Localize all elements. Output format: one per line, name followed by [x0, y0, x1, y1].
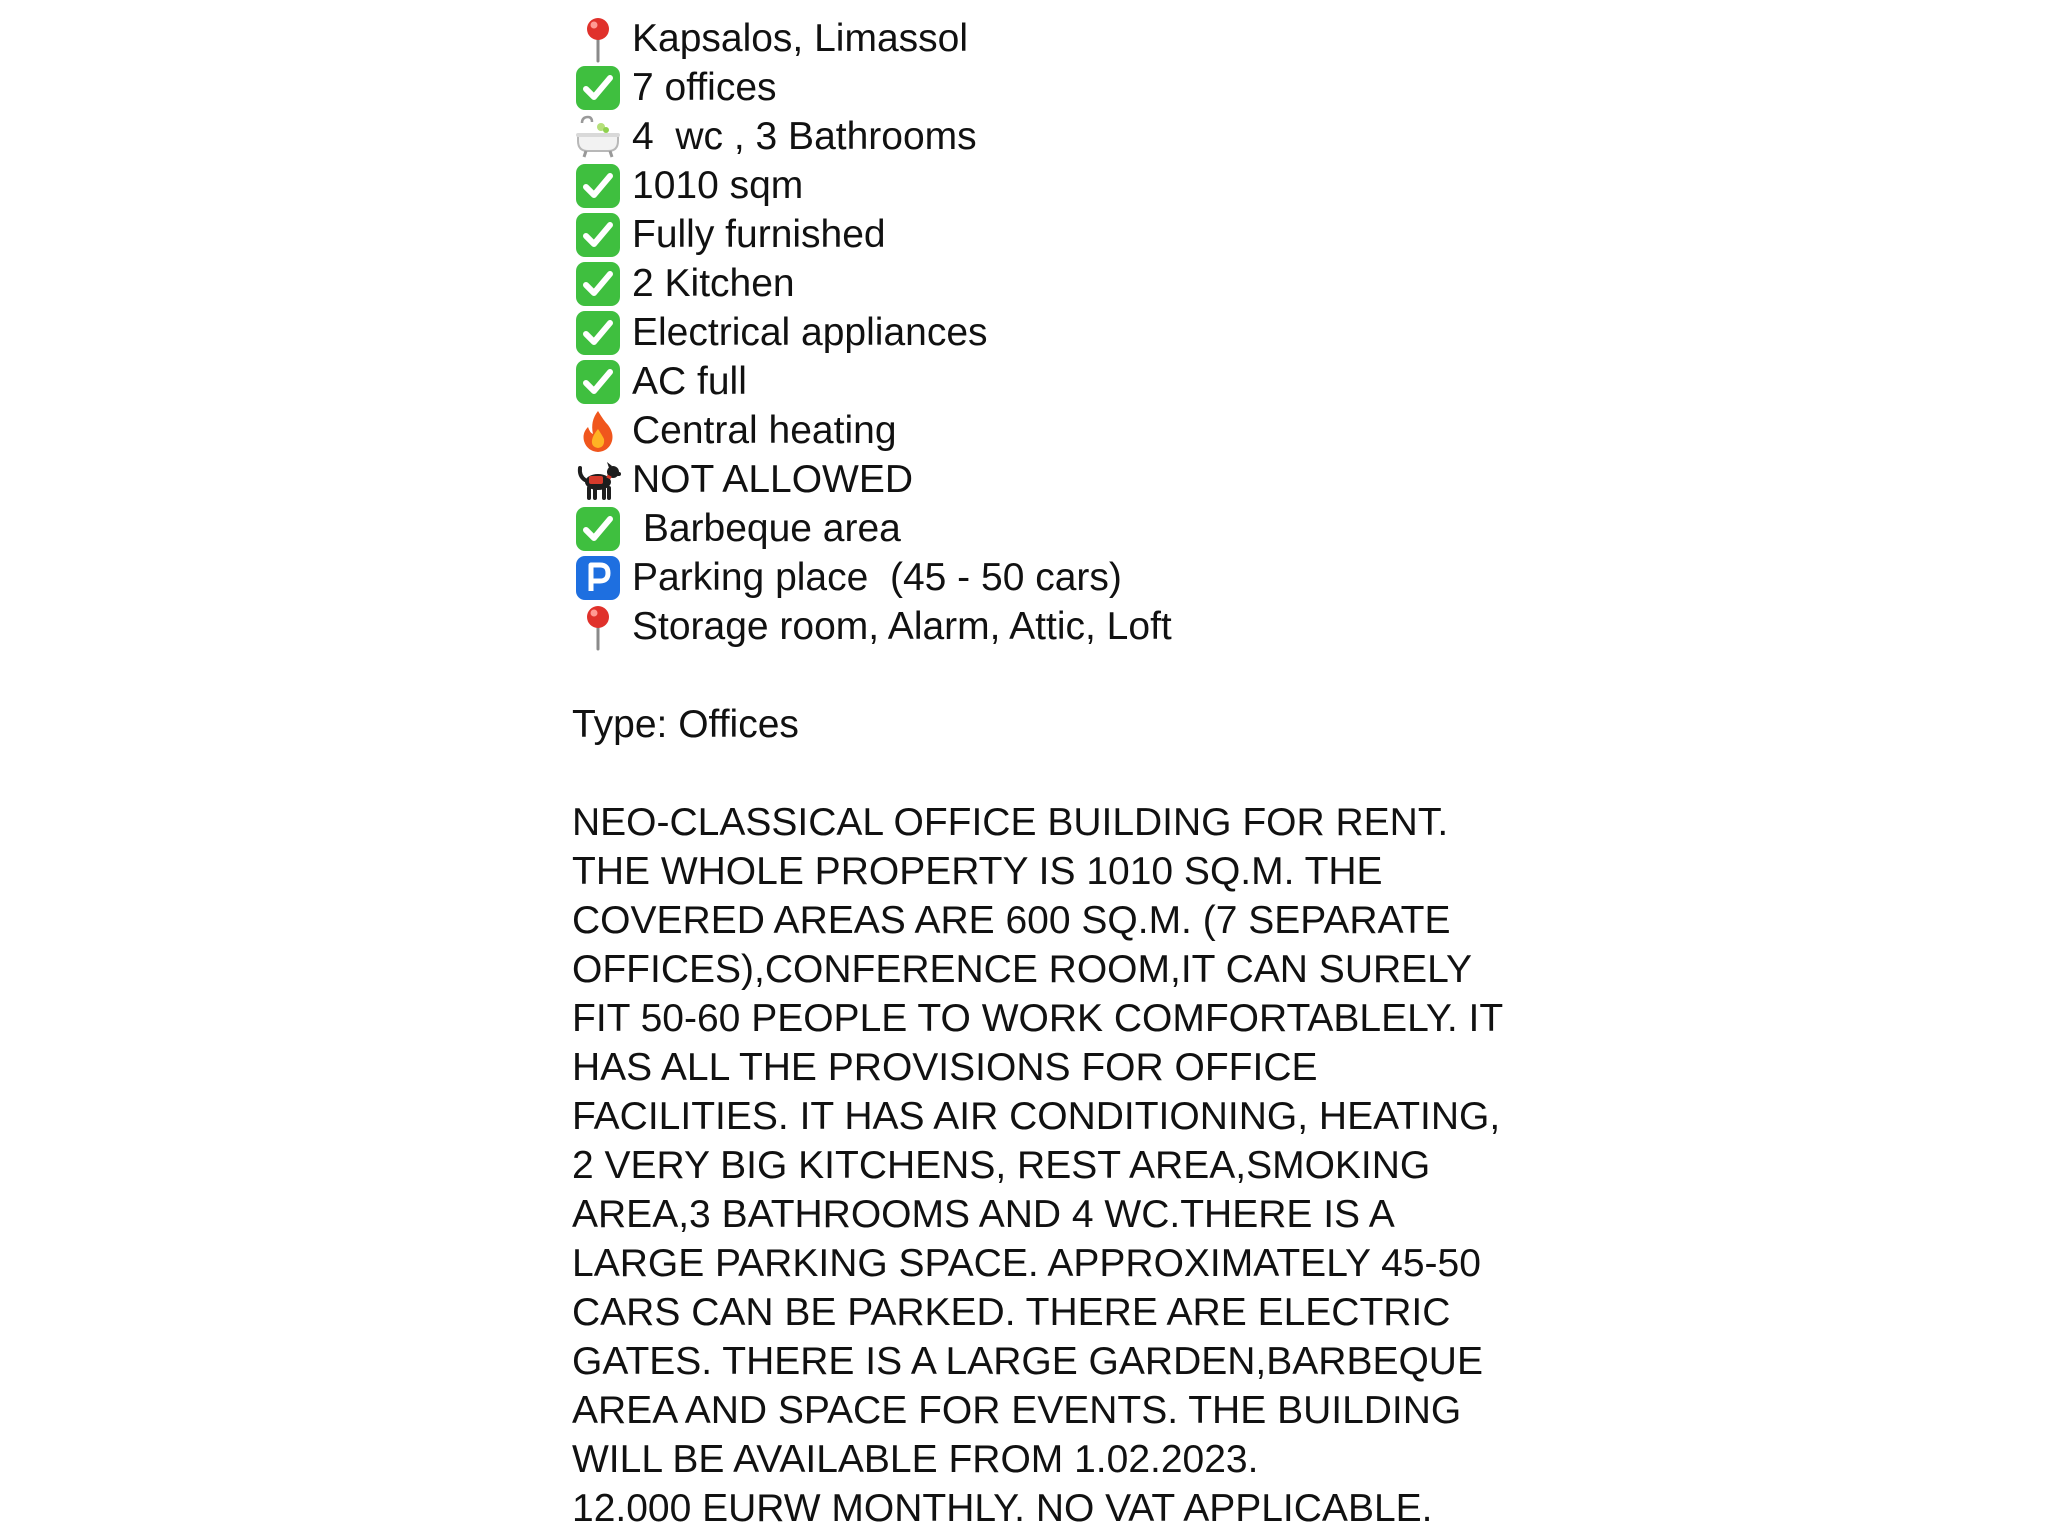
dog-icon	[572, 455, 624, 504]
check-mark-icon	[572, 161, 624, 210]
feature-item	[572, 308, 1512, 357]
round-pushpin-icon	[572, 602, 624, 651]
bathtub-icon	[572, 112, 624, 161]
feature-text: Parking place (45 - 50 cars)	[632, 556, 1122, 599]
feature-item	[572, 455, 1512, 504]
check-mark-icon	[572, 308, 624, 357]
check-mark-icon	[572, 259, 624, 308]
feature-text: NOT ALLOWED	[632, 458, 914, 501]
check-mark-icon	[572, 63, 624, 112]
feature-item	[572, 504, 1512, 553]
listing-content	[572, 14, 1512, 1533]
price-line: 12.000 EURW MONTHLY. NO VAT APPLICABLE.	[572, 1487, 1433, 1530]
feature-item	[572, 112, 1512, 161]
fire-icon	[572, 406, 624, 455]
feature-text: 7 offices	[632, 66, 777, 109]
check-mark-icon	[572, 504, 624, 553]
feature-text: Electrical appliances	[632, 311, 988, 354]
feature-item	[572, 553, 1512, 602]
check-mark-icon	[572, 357, 624, 406]
property-description: NEO-CLASSICAL OFFICE BUILDING FOR RENT. THE WHOLE PROPERTY IS 1010 SQ.M. THE COVERED AREAS ARE 600 SQ.M. (7 SEPARATE OFFICES),CONFERENCE ROOM,IT CAN SURELY FIT 50-60 PEOPLE TO WORK COMFORTABLELY. IT HAS ALL THE PROVISIONS FOR OFFICE FACILITIES. IT HAS AIR CONDITIONING, HEATING, 2 VERY BIG KITCHENS, REST AREA,SMOKING AREA,3 BATHROOMS AND 4 WC.THERE IS A LARGE PARKING SPACE. APPROXIMATELY 45-50 CARS CAN BE PARKED. THERE ARE ELECTRIC GATES. THERE IS A LARGE GARDEN,BARBEQUE AREA AND SPACE FOR EVENTS. THE BUILDING WILL BE AVAILABLE FROM 1.02.2023.	[572, 801, 1503, 1481]
feature-item	[572, 161, 1512, 210]
property-type: Type: Offices	[572, 703, 799, 746]
feature-list	[572, 14, 1512, 651]
feature-text: 4 wc , 3 Bathrooms	[632, 115, 977, 158]
feature-item	[572, 63, 1512, 112]
feature-text: 2 Kitchen	[632, 262, 795, 305]
round-pushpin-icon	[572, 14, 624, 63]
check-mark-icon	[572, 210, 624, 259]
feature-text: 1010 sqm	[632, 164, 804, 207]
feature-item	[572, 259, 1512, 308]
feature-item	[572, 14, 1512, 63]
parking-icon	[572, 553, 624, 602]
feature-text: AC full	[632, 360, 747, 403]
feature-text: Barbeque area	[632, 507, 901, 550]
spacer	[572, 749, 1512, 798]
feature-item	[572, 406, 1512, 455]
feature-item	[572, 602, 1512, 651]
feature-text: Central heating	[632, 409, 897, 452]
feature-item	[572, 210, 1512, 259]
feature-text: Storage room, Alarm, Attic, Loft	[632, 605, 1172, 648]
feature-text: Fully furnished	[632, 213, 886, 256]
feature-item	[572, 357, 1512, 406]
spacer	[572, 651, 1512, 700]
feature-text: Kapsalos, Limassol	[632, 17, 968, 60]
